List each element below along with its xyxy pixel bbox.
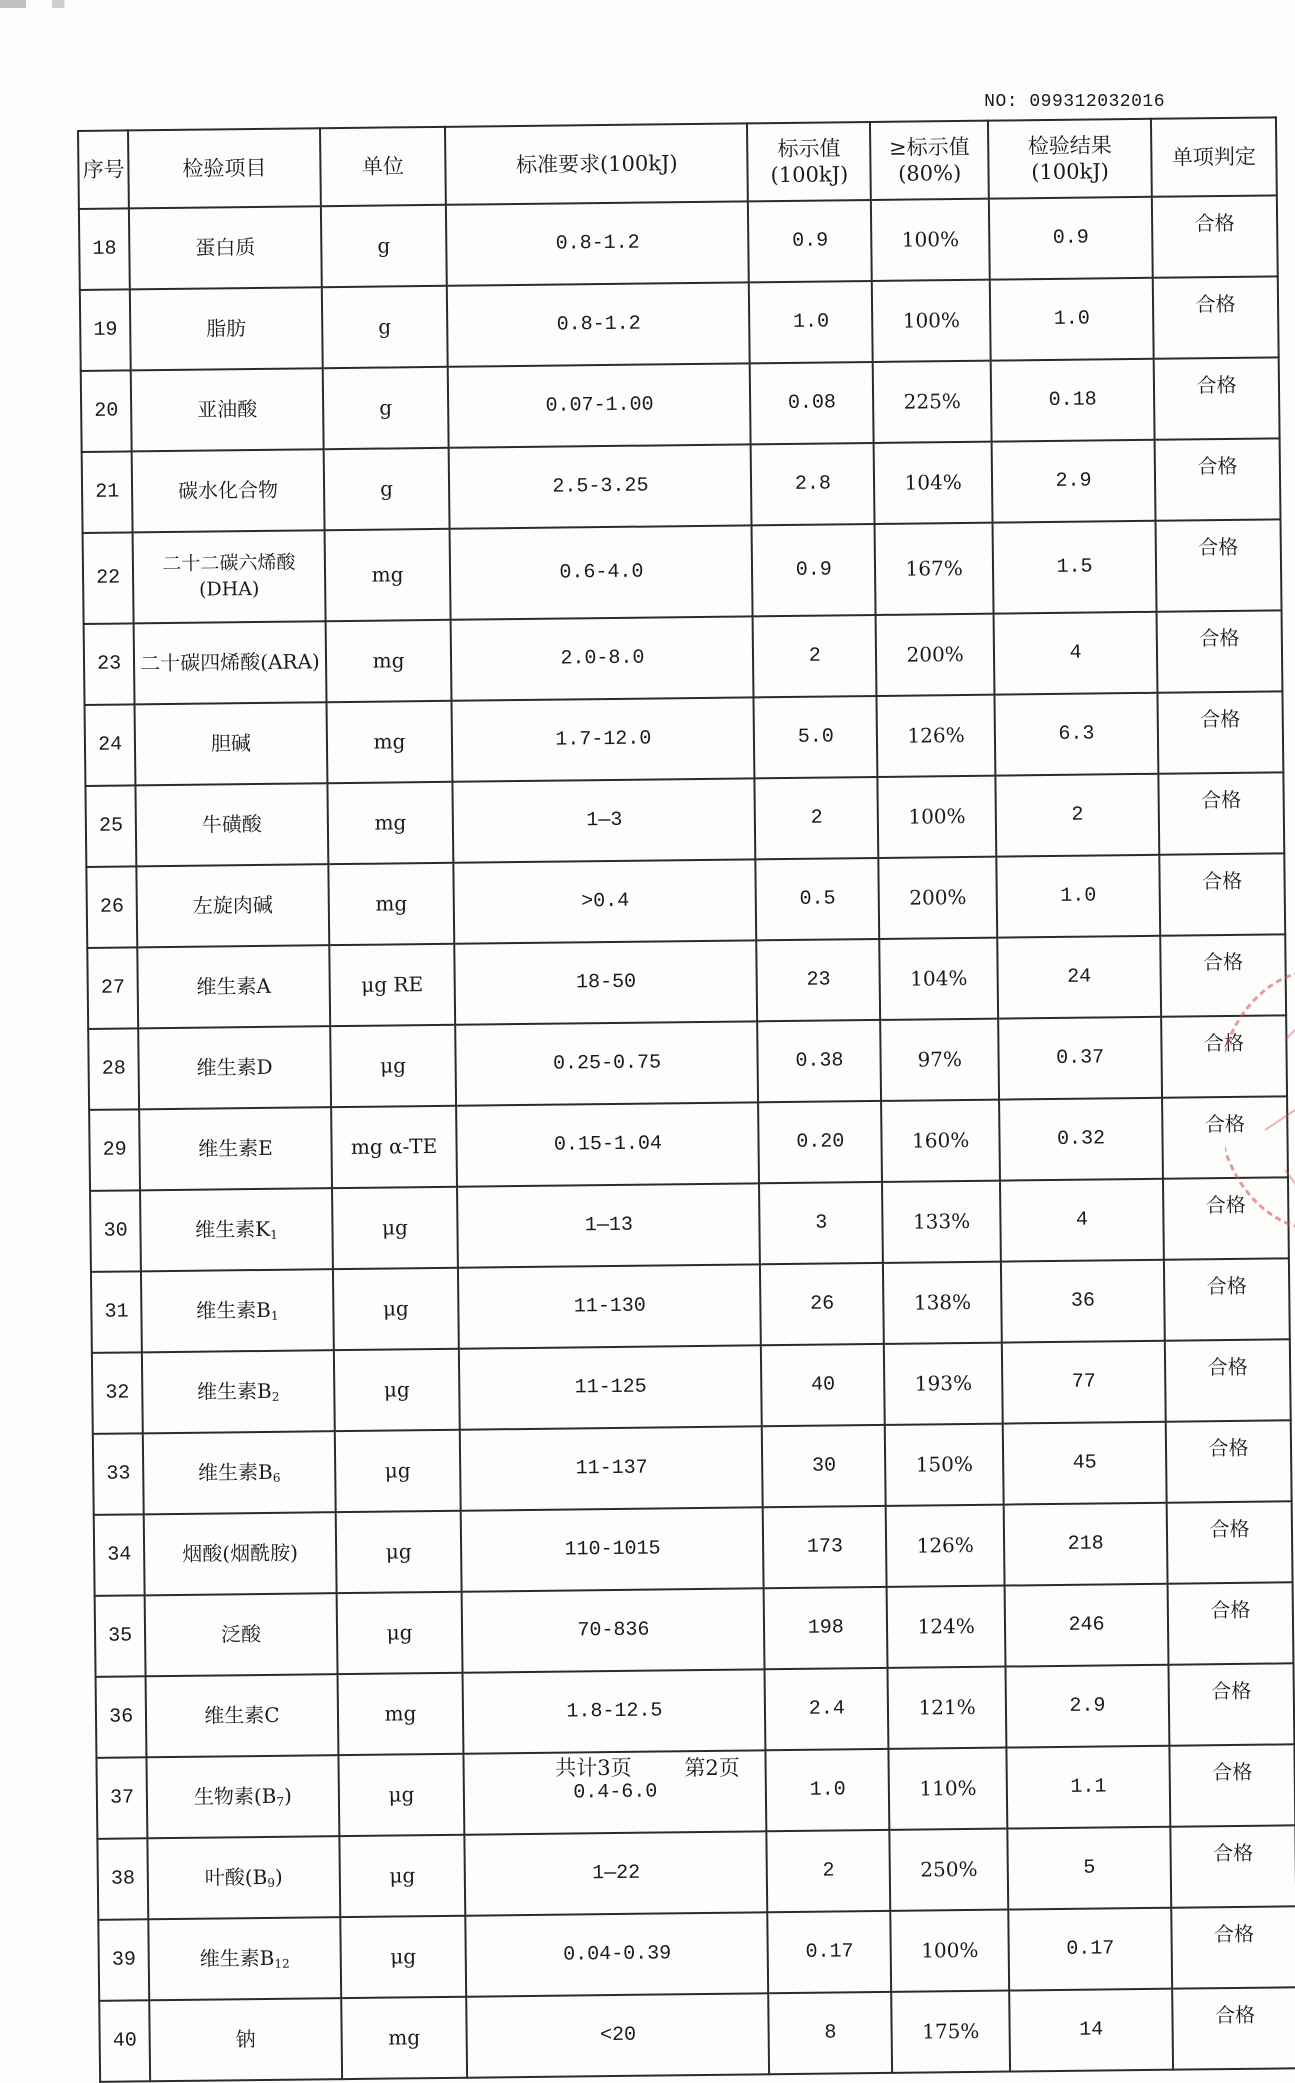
cell-percent: 97% — [880, 1019, 999, 1101]
header-result — [988, 119, 1152, 199]
cell-unit: μg — [333, 1349, 460, 1431]
cell-result: 5 — [1007, 1827, 1171, 1910]
cell-unit: μg — [336, 1592, 463, 1674]
cell-item — [144, 1512, 336, 1595]
header-percent-line1: ≥标示值 — [888, 134, 970, 160]
cell-item-text: 生物素(B — [193, 1783, 277, 1809]
cell-result: 246 — [1005, 1584, 1169, 1667]
cell-labeled: 23 — [757, 939, 881, 1021]
cell-seq: 37 — [96, 1757, 147, 1839]
cell-item-text: 蛋白质 — [195, 234, 256, 260]
cell-unit: mg α-TE — [331, 1106, 458, 1188]
cell-standard: 11-137 — [460, 1426, 763, 1510]
cell-item-text: 钠 — [235, 2027, 256, 2052]
cell-percent: 100% — [872, 280, 991, 362]
header-labeled-line2: (100kJ) — [770, 162, 849, 188]
cell-percent: 167% — [875, 523, 994, 615]
cell-result: 36 — [1001, 1260, 1165, 1343]
cell-result: 24 — [997, 936, 1161, 1019]
cell-labeled: 3 — [759, 1182, 883, 1264]
cell-seq: 30 — [90, 1190, 141, 1272]
cell-result: 45 — [1003, 1422, 1167, 1505]
cell-item-suffix: ) — [274, 1864, 283, 1889]
cell-standard: 0.25-0.75 — [456, 1021, 759, 1105]
cell-percent: 160% — [881, 1100, 1000, 1182]
cell-result: 0.17 — [1008, 1908, 1172, 1991]
cell-item-text: 维生素C — [204, 1702, 280, 1728]
cell-standard: 1.7-12.0 — [452, 697, 755, 781]
cell-item-text: 胆碱 — [210, 731, 252, 756]
cell-item-subscript: 9 — [267, 1875, 276, 1890]
table-row — [95, 1582, 1294, 1677]
cell-standard: 11-125 — [459, 1345, 762, 1429]
cell-labeled: 0.20 — [759, 1101, 883, 1183]
cell-labeled: 0.17 — [768, 1911, 892, 1993]
cell-seq: 24 — [85, 704, 136, 786]
cell-result: 1.5 — [993, 521, 1157, 614]
cell-result: 77 — [1002, 1341, 1166, 1424]
cell-item — [136, 783, 328, 866]
cell-item — [129, 206, 321, 289]
table-row — [98, 1906, 1295, 2001]
cell-seq: 18 — [79, 208, 130, 290]
header-result-line2: (100kJ) — [1031, 159, 1110, 185]
cell-seq: 20 — [81, 370, 132, 452]
cell-result: 1.0 — [996, 855, 1160, 938]
cell-seq: 22 — [83, 532, 134, 624]
cell-judgment: 合格 — [1155, 438, 1281, 520]
cell-result: 1.0 — [990, 278, 1154, 361]
cell-item — [130, 287, 322, 370]
cell-standard: 0.04-0.39 — [466, 1912, 769, 1996]
table-row — [89, 1096, 1288, 1191]
cell-seq: 19 — [80, 289, 131, 371]
cell-item-text: 维生素B — [196, 1378, 272, 1404]
cell-standard: 1—3 — [453, 778, 756, 862]
table-row — [82, 438, 1281, 533]
cell-item-text: 维生素A — [196, 973, 272, 999]
cell-item — [150, 1998, 342, 2081]
cell-judgment: 合格 — [1168, 1582, 1294, 1664]
table-row — [92, 1339, 1291, 1434]
cell-percent: 126% — [877, 695, 996, 777]
cell-standard: 0.15-1.04 — [457, 1102, 760, 1186]
cell-labeled: 198 — [764, 1587, 888, 1669]
cell-item-line2: (DHA) — [198, 577, 260, 601]
header-judgment: 单项判定 — [1151, 117, 1277, 196]
cell-unit: g — [323, 448, 450, 530]
cell-item-text: 维生素B — [197, 1459, 273, 1485]
footer-current-page: 第2页 — [684, 1756, 740, 1780]
cell-unit: g — [321, 286, 448, 368]
header-percent — [870, 121, 989, 200]
cell-judgment: 合格 — [1153, 276, 1279, 358]
scan-edge-mark — [0, 0, 1295, 8]
cell-standard: 2.5-3.25 — [449, 444, 752, 528]
cell-item-subscript: 6 — [272, 1470, 281, 1485]
cell-item-text: 叶酸(B — [204, 1864, 268, 1890]
cell-percent: 175% — [891, 1991, 1010, 2073]
cell-percent: 110% — [889, 1748, 1008, 1830]
cell-standard: <20 — [467, 1993, 770, 2077]
cell-result: 0.37 — [998, 1017, 1162, 1100]
table-row — [81, 357, 1280, 452]
cell-result: 14 — [1009, 1989, 1173, 2072]
cell-item — [137, 864, 329, 947]
table-header — [78, 117, 1277, 209]
cell-labeled: 40 — [761, 1344, 885, 1426]
cell-unit: mg — [328, 863, 455, 945]
cell-item-subscript: 2 — [271, 1389, 280, 1404]
cell-unit: μg — [332, 1187, 459, 1269]
cell-percent: 225% — [873, 361, 992, 443]
cell-result: 0.32 — [999, 1098, 1163, 1181]
header-percent-line2: (80%) — [898, 160, 962, 186]
cell-item-subscript: 7 — [276, 1794, 285, 1809]
cell-item-text: 维生素K — [194, 1216, 271, 1242]
cell-item — [133, 530, 325, 623]
cell-unit: μg — [340, 1916, 467, 1998]
cell-labeled: 2.4 — [765, 1668, 889, 1750]
cell-seq: 31 — [91, 1271, 142, 1353]
cell-judgment: 合格 — [1170, 1825, 1295, 1907]
cell-judgment: 合格 — [1167, 1501, 1293, 1583]
cell-item — [149, 1917, 341, 2000]
cell-judgment: 合格 — [1156, 519, 1282, 611]
cell-seq: 39 — [98, 1919, 149, 2001]
cell-standard: 0.6-4.0 — [450, 525, 753, 619]
cell-item — [131, 368, 323, 451]
cell-percent: 121% — [888, 1667, 1007, 1749]
cell-judgment: 合格 — [1157, 610, 1283, 692]
cell-result: 2.9 — [992, 440, 1156, 523]
cell-labeled: 2.8 — [751, 443, 875, 525]
cell-judgment: 合格 — [1170, 1744, 1295, 1826]
header-unit: 单位 — [320, 127, 447, 206]
table-row — [91, 1258, 1290, 1353]
table-row — [88, 1015, 1287, 1110]
table-row — [99, 1987, 1295, 2082]
cell-judgment: 合格 — [1152, 195, 1278, 277]
cell-seq: 27 — [87, 947, 138, 1029]
cell-standard: 1—13 — [457, 1183, 760, 1267]
cell-item — [141, 1269, 333, 1352]
cell-item-text: 脂肪 — [206, 316, 247, 341]
cell-judgment: 合格 — [1169, 1663, 1295, 1745]
cell-item-text: 二十碳四烯酸(ARA) — [140, 649, 320, 676]
cell-judgment: 合格 — [1154, 357, 1280, 439]
cell-unit: μg RE — [329, 944, 456, 1026]
cell-item — [138, 945, 330, 1028]
cell-item — [148, 1836, 340, 1919]
cell-percent: 150% — [885, 1424, 1004, 1506]
cell-labeled: 173 — [763, 1506, 887, 1588]
cell-item-text: 亚油酸 — [196, 396, 258, 422]
table-row — [90, 1177, 1289, 1272]
cell-judgment: 合格 — [1158, 691, 1284, 773]
cell-standard: 70-836 — [462, 1588, 765, 1672]
cell-item-text: 左旋肉碱 — [192, 892, 273, 918]
cell-seq: 33 — [93, 1433, 144, 1515]
header-labeled-line1: 标示值 — [777, 136, 841, 161]
cell-item-text: 烟酸(烟酰胺) — [182, 1540, 299, 1566]
cell-unit: mg — [337, 1673, 464, 1755]
cell-percent: 133% — [882, 1181, 1001, 1263]
cell-item-text: 维生素D — [196, 1054, 273, 1080]
cell-percent: 200% — [876, 614, 995, 696]
cell-percent: 200% — [879, 857, 998, 939]
cell-unit: g — [320, 205, 447, 287]
cell-item — [142, 1350, 334, 1433]
cell-labeled: 26 — [760, 1263, 884, 1345]
cell-item — [145, 1593, 337, 1676]
table-row — [80, 276, 1279, 371]
cell-unit: μg — [338, 1754, 465, 1836]
table-row — [94, 1501, 1293, 1596]
cell-standard: 1.8-12.5 — [463, 1669, 766, 1753]
cell-standard: 18-50 — [455, 940, 758, 1024]
header-item: 检验项目 — [128, 128, 320, 208]
cell-unit: mg — [326, 701, 453, 783]
cell-labeled: 2 — [753, 615, 877, 697]
cell-item — [134, 621, 326, 704]
cell-seq: 40 — [99, 2000, 150, 2082]
cell-percent: 126% — [886, 1505, 1005, 1587]
cell-unit: mg — [325, 620, 452, 702]
page-footer — [0, 1752, 1295, 1782]
cell-result: 218 — [1004, 1503, 1168, 1586]
cell-labeled: 5.0 — [754, 696, 878, 778]
cell-seq: 35 — [95, 1595, 146, 1677]
cell-result: 0.18 — [991, 359, 1155, 442]
cell-percent: 124% — [887, 1586, 1006, 1668]
cell-judgment: 合格 — [1160, 934, 1286, 1016]
cell-result: 6.3 — [994, 693, 1158, 776]
cell-item-text: 维生素E — [198, 1135, 273, 1161]
cell-unit: μg — [335, 1511, 462, 1593]
cell-percent: 138% — [883, 1262, 1002, 1344]
cell-judgment: 合格 — [1164, 1258, 1290, 1340]
cell-item-subscript: 1 — [270, 1308, 279, 1323]
table-row — [96, 1663, 1295, 1758]
cell-item — [146, 1674, 338, 1757]
cell-standard: 0.4-6.0 — [464, 1750, 767, 1834]
cell-labeled: 1.0 — [766, 1749, 890, 1831]
cell-labeled: 0.38 — [758, 1020, 882, 1102]
cell-standard: >0.4 — [454, 859, 757, 943]
cell-percent: 104% — [874, 442, 993, 524]
cell-labeled: 0.5 — [756, 858, 880, 940]
cell-standard: 11-130 — [458, 1264, 761, 1348]
cell-judgment: 合格 — [1165, 1339, 1291, 1421]
header-row — [78, 117, 1277, 209]
cell-seq: 29 — [89, 1109, 140, 1191]
cell-item — [143, 1431, 335, 1514]
cell-standard: 0.8-1.2 — [446, 201, 749, 285]
header-labeled — [747, 122, 871, 201]
cell-item — [135, 702, 327, 785]
cell-labeled: 8 — [769, 1992, 893, 2074]
cell-item-text: 维生素B — [199, 1945, 275, 1971]
cell-result: 2 — [995, 774, 1159, 857]
cell-unit: μg — [330, 1025, 457, 1107]
cell-labeled: 2 — [767, 1830, 891, 1912]
cell-standard: 110-1015 — [461, 1507, 764, 1591]
inspection-results-table — [77, 116, 1295, 2082]
table-row — [85, 772, 1284, 867]
cell-judgment: 合格 — [1159, 853, 1285, 935]
document-number: NO: 099312032016 — [984, 92, 1165, 112]
cell-item-line1: 二十二碳六烯酸 — [162, 551, 296, 575]
cell-unit: μg — [333, 1268, 460, 1350]
header-standard: 标准要求(100kJ) — [445, 123, 748, 204]
table-row — [87, 934, 1286, 1029]
cell-item — [140, 1188, 332, 1271]
cell-seq: 32 — [92, 1352, 143, 1434]
cell-judgment: 合格 — [1158, 772, 1284, 854]
cell-result: 1.1 — [1006, 1746, 1170, 1829]
cell-judgment: 合格 — [1163, 1177, 1289, 1259]
cell-seq: 21 — [82, 451, 133, 533]
cell-labeled: 2 — [755, 777, 879, 859]
table-row — [83, 519, 1282, 624]
table-body — [79, 195, 1295, 2081]
header-seq: 序号 — [78, 130, 129, 209]
cell-unit: μg — [339, 1835, 466, 1917]
cell-unit: mg — [324, 529, 451, 621]
cell-item-text: 泛酸 — [220, 1622, 262, 1647]
cell-item-text: 维生素B — [196, 1297, 272, 1323]
cell-judgment: 合格 — [1166, 1420, 1292, 1502]
cell-item-suffix: ) — [283, 1783, 292, 1808]
cell-item-text: 牛磺酸 — [201, 811, 262, 837]
cell-labeled: 0.08 — [750, 362, 874, 444]
table-row — [85, 691, 1284, 786]
cell-item-text: 碳水化合物 — [177, 477, 279, 503]
cell-seq: 26 — [86, 866, 137, 948]
cell-percent: 100% — [871, 199, 990, 281]
footer-total-pages: 共计3页 — [555, 1756, 632, 1780]
cell-item — [132, 449, 324, 532]
cell-result: 2.9 — [1006, 1665, 1170, 1748]
header-result-line1: 检验结果 — [1027, 133, 1112, 158]
cell-standard: 0.07-1.00 — [448, 363, 751, 447]
cell-percent: 100% — [878, 776, 997, 858]
cell-labeled: 0.9 — [752, 524, 876, 616]
cell-seq: 36 — [96, 1676, 147, 1758]
cell-standard: 0.8-1.2 — [447, 282, 750, 366]
cell-standard: 1—22 — [465, 1831, 768, 1915]
cell-judgment: 合格 — [1162, 1096, 1288, 1178]
table-row — [97, 1825, 1295, 1920]
cell-unit: mg — [341, 1997, 468, 2079]
cell-seq: 38 — [97, 1838, 148, 1920]
cell-result: 4 — [1000, 1179, 1164, 1262]
cell-item — [139, 1026, 331, 1109]
cell-percent: 193% — [884, 1343, 1003, 1425]
cell-judgment: 合格 — [1161, 1015, 1287, 1097]
cell-percent: 250% — [890, 1829, 1009, 1911]
table-row — [93, 1420, 1292, 1515]
cell-judgment: 合格 — [1172, 1987, 1295, 2069]
cell-labeled: 30 — [762, 1425, 886, 1507]
cell-labeled: 0.9 — [748, 200, 872, 282]
cell-item-subscript: 12 — [274, 1956, 290, 1971]
inspection-table-wrapper — [77, 116, 1295, 2082]
cell-result: 0.9 — [989, 197, 1153, 280]
cell-unit: μg — [334, 1430, 461, 1512]
red-seal-stamp — [1225, 960, 1295, 1240]
cell-unit: mg — [327, 782, 454, 864]
table-row — [86, 853, 1285, 948]
cell-seq: 23 — [84, 623, 135, 705]
cell-seq: 25 — [85, 785, 136, 867]
cell-judgment: 合格 — [1171, 1906, 1295, 1988]
cell-labeled: 1.0 — [749, 281, 873, 363]
cell-seq: 28 — [88, 1028, 139, 1110]
cell-percent: 100% — [891, 1910, 1010, 1992]
table-row — [84, 610, 1283, 705]
cell-seq: 34 — [94, 1514, 145, 1596]
cell-unit: g — [322, 367, 449, 449]
table-row — [79, 195, 1278, 290]
cell-percent: 104% — [879, 938, 998, 1020]
cell-result: 4 — [994, 612, 1158, 695]
cell-item — [139, 1107, 331, 1190]
cell-standard: 2.0-8.0 — [451, 616, 754, 700]
cell-item-subscript: 1 — [270, 1227, 278, 1242]
